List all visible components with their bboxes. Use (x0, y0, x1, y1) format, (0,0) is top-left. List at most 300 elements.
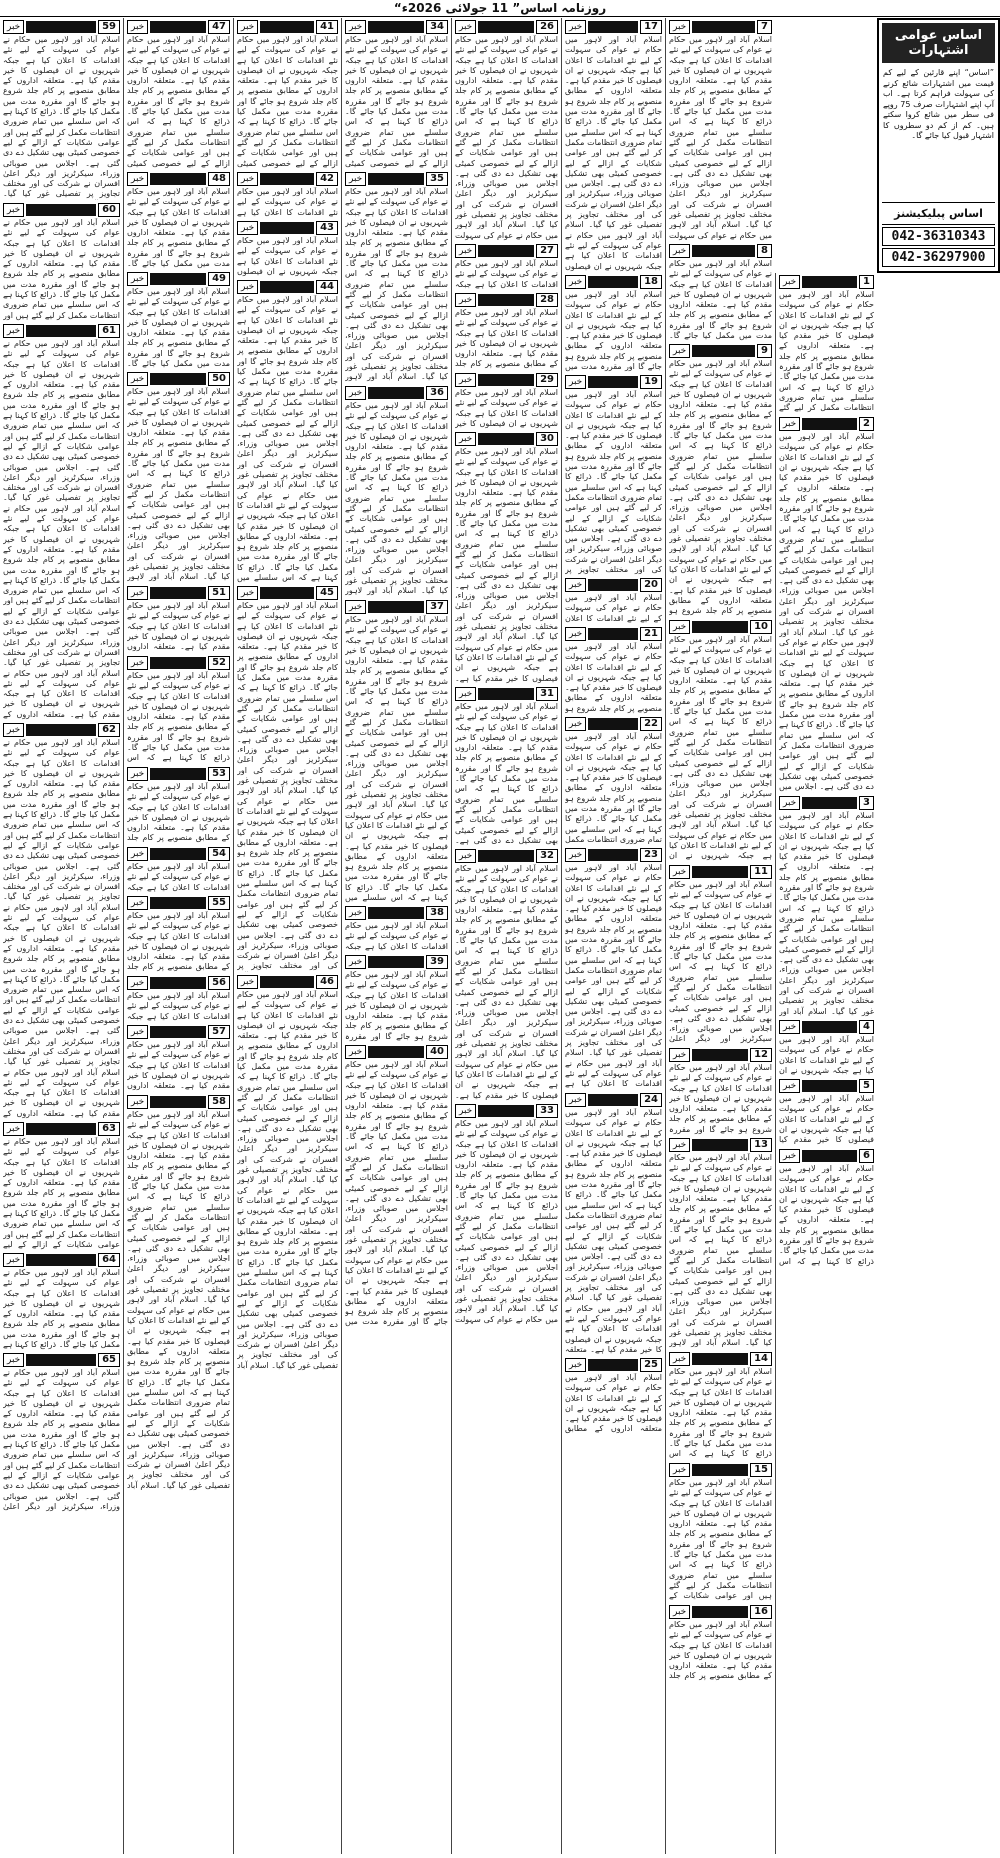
ad-header (345, 1045, 448, 1059)
ad-number: 20 (640, 578, 662, 592)
ad-header-bar (368, 173, 424, 185)
ad-header (237, 586, 338, 600)
ad-body-text: اسلام آباد اور لاہور میں حکام نے عوام کی سہولت کے لیے نئے اقدامات کا اعلان کیا ہے جبکہ شہریوں نے ان فیصلوں کا خیر مقدم کیا ہے۔ متعلقہ اداروں کے مطابق منصوبے پر کام جلد شروع ہو جائے گا اور مقررہ مدت میں مکمل کیا جائے گا۔ ذرائع کا کہنا ہے کہ اس سلسلے میں تمام ضروری انتظامات مکمل کر لیے گئے ہیں اور عوامی شکایات کے ازالے کے لیے خصوصی کمیٹی بھی تشکیل دے دی گئی ہے۔ اجلاس میں صوبائی وزراء، سیکرٹریز اور دیگر اعلیٰ افسران نے شرکت کی اور مختلف تجاویز پر تفصیلی غور کیا گیا۔ اسلام آباد اور لاہور میں حکام نے عوام کی سہولت کے لیے نئے اقدامات کا اعلان کیا ہے جبکہ شہریوں نے ان فیصلوں کا خیر مقدم کیا ہے۔ متعلقہ اداروں کے مطابق منصوبے پر کام جلد شروع ہو جائے گا اور مقررہ مدت میں مکمل کیا جائے گا۔ ذرائع کا کہنا ہے کہ اس سلسلے میں تمام ضروری انتظامات مکمل کر لیے گئے ہیں اور عوامی شکایات کے ازالے کے لیے خصوصی کمیٹی بھی تشکیل دے دی گئی ہے۔ اجلاس میں (779, 432, 874, 792)
classified-ad (669, 344, 772, 617)
ad-header (345, 600, 448, 614)
ad-body-text: اسلام آباد اور لاہور میں حکام نے عوام کی سہولت کے لیے نئے اقدامات کا اعلان کیا ہے جبکہ شہریوں نے ان فیصلوں کا خیر مقدم کیا ہے۔ متعلقہ اداروں کے مطابق منصوبے پر کام جلد (127, 911, 230, 972)
ad-header (3, 1122, 120, 1136)
ad-label: خبر (565, 375, 586, 389)
classified-ad (565, 20, 662, 272)
ad-number: 44 (316, 280, 338, 294)
ad-label: خبر (127, 656, 148, 670)
ad-number: 11 (750, 865, 772, 879)
classified-ad (237, 221, 338, 277)
ad-body-text: اسلام آباد اور لاہور میں حکام نے عوام کی سہولت کے لیے نئے اقدامات کا اعلان کیا ہے جبکہ شہریوں نے ان فیصلوں کا خیر مقدم کیا ہے۔ متعلقہ اداروں کے مطابق منصوبے پر کام جلد شروع ہو جائے گا اور مقررہ مدت میں مکمل کیا جائے گا۔ ذرائع کا کہنا ہے کہ اس سلسلے میں تمام ضروری انتظامات مکمل کر لیے گئے ہیں اور عوامی شکایات کے ازالے کے لیے خصوصی کمیٹی (237, 35, 338, 168)
classified-ad (779, 275, 874, 414)
ad-number: 27 (536, 244, 558, 258)
classified-ad (127, 586, 230, 653)
ad-body-text: اسلام آباد اور لاہور میں حکام نے عوام کی سہولت کے لیے نئے اقدامات کا اعلان کیا ہے جبکہ شہریوں نے ان فیصلوں کا خیر مقدم کیا ہے۔ متعلقہ اداروں کے مطابق منصوبے پر کام جلد شروع ہو جائے گا اور مقررہ مدت میں مکمل کیا جائے گا۔ ذرائع کا کہنا ہے کہ اس سلسلے میں تمام ضروری انتظامات مکمل کر لیے گئے ہیں اور عوامی شکایات کے ازالے کے لیے خصوصی کمیٹی بھی تشکیل دے دی گئی ہے۔ اجلاس میں صوبائی وزراء، سیکرٹریز اور دیگر اعلیٰ افسران نے شرکت کی اور مختلف تجاویز پر تفصیلی غور کیا گیا۔ اسلام آباد اور لاہور میں حکام نے عوام کی سہولت کے لیے نئے اقدامات کا اعلان کیا ہے جبکہ شہریوں نے ان فیصلوں کا خیر مقدم کیا ہے۔ متعلقہ اداروں کے مطابق منصوبے پر کام جلد شروع ہو جائے گا اور مقررہ مدت میں مکمل کیا جائے گا۔ ذرائع کا کہنا ہے کہ اس سلسلے میں تمام ضروری انتظامات مکمل کر لیے گئے ہیں اور عوامی شکایات کے ازالے کے لیے خصوصی کمیٹی بھی تشکیل دے دی گئی ہے۔ اجلاس میں صوبائی وزراء، سیکرٹریز اور دیگر اعلیٰ افسران نے شرکت کی اور مختلف تجاویز پر تفصیلی غور کیا گیا۔ اسلام آباد اور لاہور میں حکام نے عوام کی سہولت کے لیے نئے اقدامات کا اعلان کیا ہے جبکہ شہریوں نے ان فیصلوں کا خیر مقدم کیا ہے۔ متعلقہ اداروں کے (3, 339, 120, 719)
ad-header (237, 975, 338, 989)
classified-promo-box (877, 18, 1000, 273)
ad-header (127, 372, 230, 386)
ad-number: 29 (536, 373, 558, 387)
ad-header-bar (260, 587, 314, 599)
ad-body-text: اسلام آباد اور لاہور میں حکام نے عوام کی سہولت کے لیے نئے اقدامات کا اعلان کیا ہے جبکہ شہریوں نے ان فیصلوں کا خیر مقدم کیا ہے۔ متعلقہ اداروں کے مطابق منصوبے پر کام جلد شروع ہو جائے گا اور مقررہ (669, 1063, 772, 1134)
ad-header-bar (26, 325, 96, 337)
ad-header (565, 717, 662, 731)
ad-number: 65 (98, 1353, 120, 1367)
ad-label: خبر (3, 1253, 24, 1267)
classified-ad (455, 244, 558, 290)
ad-label: خبر (669, 20, 690, 34)
ad-body-text: اسلام آباد اور لاہور میں حکام نے عوام کی سہولت کے لیے نئے اقدامات کا اعلان کیا ہے جبکہ شہریوں نے ان فیصلوں کا خیر مقدم کیا ہے۔ متعلقہ اداروں کے مطابق منصوبے پر کام جلد شروع ہو جائے گا اور مقررہ مدت میں مکمل کیا جائے گا۔ ذرائع کا کہنا ہے کہ اس سلسلے میں تمام ضروری انتظامات مکمل کر لیے گئے ہیں اور عوامی شکایات کے ازالے کے لیے خصوصی کمیٹی بھی تشکیل دے دی گئی ہے۔ اجلاس میں صوبائی وزراء، سیکرٹریز اور دیگر اعلیٰ افسران نے شرکت کی اور مختلف تجاویز پر تفصیلی غور کیا گیا۔ اسلام آباد اور لاہور میں حکام نے عوام کی سہولت (669, 35, 772, 240)
ad-number: 14 (750, 1352, 772, 1366)
ad-body-text: اسلام آباد اور لاہور میں حکام نے عوام کی سہولت کے لیے نئے اقدامات کا اعلان کیا ہے (237, 187, 338, 217)
ad-label: خبر (127, 586, 148, 600)
ad-body-text: اسلام آباد اور لاہور میں حکام نے عوام کی سہولت کے لیے نئے اقدامات کا اعلان کیا ہے جبکہ شہریوں نے ان فیصلوں کا خیر مقدم کیا ہے۔ متعلقہ اداروں کے مطابق منصوبے پر کام جلد شروع ہو جائے گا اور مقررہ مدت میں مکمل کیا جائے گا۔ ذرائع کا کہنا ہے کہ اس سلسلے میں تمام ضروری انتظامات مکمل کر لیے گئے ہیں اور عوامی شکایات کے ازالے کے لیے خصوصی کمیٹی بھی تشکیل دے دی گئی ہے۔ اجلاس میں صوبائی وزراء، سیکرٹریز اور دیگر اعلیٰ افسران نے شرکت کی اور مختلف تجاویز پر تفصیلی غور کیا گیا۔ اسلام آباد اور لاہور میں حکام نے عوام کی سہولت کے لیے نئے اقدامات کا اعلان کیا ہے جبکہ شہریوں نے ان فیصلوں کا خیر مقدم کیا ہے۔ متعلقہ اداروں کے مطابق منصوبے پر کام جلد شروع ہو جائے گا اور مقررہ مدت میں مکمل کیا جائے گا۔ ذرائع کا کہنا ہے کہ اس سلسلے میں تمام ضروری انتظامات مکمل کر لیے گئے ہیں اور عوامی شکایات کے ازالے کے لیے خصوصی کمیٹی بھی تشکیل دے دی گئی ہے۔ اجلاس میں صوبائی وزراء، سیکرٹریز اور دیگر اعلیٰ افسران نے شرکت کی اور مختلف تجاویز پر تفصیلی غور کیا گیا۔ اسلام آباد (237, 990, 338, 1370)
ad-header (779, 796, 874, 810)
ad-header (455, 373, 558, 387)
classified-ad (565, 275, 662, 372)
ad-label: خبر (565, 1093, 586, 1107)
ad-header (779, 1079, 874, 1093)
promo-text: ”اساس“ اپنے قارئین کے لیے کم قیمت میں اشتہارات شائع کرنے کی سہولت فراہم کرتا ہے۔ اب آپ اپنے اشتہارات صرف 75 روپے فی سطر میں شائع کروا سکتے ہیں۔ کم از کم دو سطروں کا اشتہار قبول کیا جائے گا۔ (883, 68, 994, 140)
ad-label: خبر (455, 432, 476, 446)
classified-ad (455, 849, 558, 1101)
classified-ad (345, 172, 448, 383)
ad-number: 30 (536, 432, 558, 446)
ad-header (779, 417, 874, 431)
ad-label: خبر (455, 849, 476, 863)
ad-number: 26 (536, 20, 558, 34)
classified-ad (127, 1025, 230, 1092)
ad-number: 60 (98, 203, 120, 217)
ad-header-bar (802, 276, 857, 288)
promo-title: اساس عوامی اشتہارات (882, 23, 995, 63)
ad-header-bar (368, 601, 424, 613)
ad-label: خبر (127, 767, 148, 781)
ad-header-bar (260, 222, 314, 234)
ad-body-text: اسلام آباد اور لاہور میں حکام نے عوام کی سہولت کے لیے نئے اقدامات کا اعلان کیا ہے جبکہ شہریوں نے ان فیصلوں کا خیر مقدم کیا ہے۔ متعلقہ اداروں کے مطابق منصوبے پر کام جلد شروع ہو جائے گا اور مقررہ مدت میں مکمل کیا جائے گا۔ ذرائع کا کہنا ہے کہ اس سلسلے میں تمام ضروری انتظامات مکمل کر لیے گئے ہیں اور عوامی شکایات کے ازالے کے لیے خصوصی کمیٹی بھی تشکیل دے دی گئی ہے۔ اجلاس میں صوبائی وزراء، سیکرٹریز اور دیگر اعلیٰ افسران نے شرکت کی اور مختلف تجاویز پر تفصیلی غور کیا گیا۔ اسلام آباد اور لاہور میں حکام نے عوام کی سہولت (455, 1119, 558, 1324)
ad-header-bar (150, 848, 206, 860)
classified-ad (3, 1253, 120, 1350)
ad-header-bar (692, 21, 755, 33)
ad-label: خبر (3, 203, 24, 217)
classified-ad (669, 1138, 772, 1349)
ad-body-text: اسلام آباد اور لاہور میں حکام نے عوام کی سہولت کے لیے نئے اقدامات کا اعلان کیا ہے جبکہ شہریوں نے ان (779, 1035, 874, 1075)
ad-header-bar (150, 977, 206, 989)
ad-body-text: اسلام آباد اور لاہور میں حکام نے عوام کی سہولت کے لیے نئے اقدامات کا اعلان کیا ہے جبکہ شہریوں نے ان فیصلوں کا خیر مقدم کیا ہے۔ متعلقہ اداروں کے مطابق منصوبے پر کام جلد شروع ہو جائے گا اور مقررہ مدت میں مکمل کیا جائے گا۔ ذرائع کا کہنا ہے کہ اس سلسلے میں تمام ضروری انتظامات مکمل کر لیے گئے ہیں اور عوامی شکایات کے ازالے کے لیے خصوصی کمیٹی بھی تشکیل دے دی گئی ہے۔ اجلاس میں صوبائی وزراء، سیکرٹریز اور دیگر اعلیٰ افسران نے شرکت کی اور مختلف تجاویز پر تفصیلی غور کیا گیا۔ اسلام آباد اور لاہور (345, 187, 448, 382)
ad-header-bar (260, 281, 314, 293)
ad-header (345, 955, 448, 969)
ad-header (237, 221, 338, 235)
ad-label: خبر (345, 600, 366, 614)
classified-ad (779, 796, 874, 1017)
classified-ad (3, 203, 120, 321)
ad-body-text: اسلام آباد اور لاہور میں حکام نے عوام کی سہولت کے لیے نئے اقدامات کا اعلان کیا ہے جبکہ شہریوں نے ان فیصلوں کا خیر مقدم کیا ہے۔ متعلقہ اداروں کے مطابق منصوبے پر کام جلد شروع ہو جائے گا اور مقررہ مدت میں مکمل کیا جائے گا۔ ذرائع کا کہنا ہے کہ اس سلسلے میں تمام ضروری انتظامات مکمل کر لیے گئے ہیں اور عوامی شکایات کے ازالے کے لیے خصوصی کمیٹی بھی تشکیل دے دی گئی ہے۔ اجلاس میں صوبائی وزراء، سیکرٹریز اور دیگر اعلیٰ افسران نے شرکت کی اور مختلف تجاویز پر تفصیلی غور کیا گیا۔ اسلام آباد اور لاہور (669, 1153, 772, 1348)
ad-number: 25 (640, 1358, 662, 1372)
ad-body-text: اسلام آباد اور لاہور میں حکام نے عوام کی سہولت کے لیے نئے اقدامات کا اعلان کیا ہے جبکہ شہریوں نے ان فیصلوں کا خیر مقدم کیا ہے۔ متعلقہ اداروں کے مطابق منصوبے پر کام جلد شروع ہو جائے گا اور مقررہ مدت میں مکمل کیا جائے گا۔ ذرائع کا کہنا ہے کہ اس سلسلے میں تمام ضروری انتظامات مکمل کر لیے گئے ہیں اور عوامی شکایات کے ازالے کے لیے خصوصی کمیٹی (127, 35, 230, 168)
ad-body-text: اسلام آباد اور لاہور میں حکام نے عوام کی سہولت کے لیے نئے اقدامات کا اعلان کیا ہے جبکہ شہریوں نے ان فیصلوں کا خیر مقدم کیا ہے۔ متعلقہ اداروں کے مطابق منصوبے پر کام جلد شروع ہو جائے گا اور مقررہ مدت میں مکمل کیا جائے گا۔ ذرائع کا کہنا ہے کہ اس سلسلے میں تمام ضروری انتظامات مکمل کر لیے گئے ہیں اور عوامی شکایات کے ازالے کے لیے خصوصی کمیٹی بھی تشکیل دے دی گئی ہے۔ اجلاس میں صوبائی وزراء، سیکرٹریز اور دیگر اعلیٰ افسران نے شرکت کی اور مختلف تجاویز پر تفصیلی غور کیا گیا۔ اسلام آباد اور لاہور (345, 401, 448, 596)
ad-header-bar (26, 1254, 96, 1266)
ad-body-text: اسلام آباد اور لاہور میں حکام نے عوام کی سہولت کے لیے نئے اقدامات کا اعلان کیا ہے جبکہ شہریوں نے ان فیصلوں کا خیر مقدم کیا ہے۔ متعلقہ اداروں کے مطابق منصوبے پر کام جلد شروع ہو جائے گا اور مقررہ مدت میں مکمل کیا جائے گا۔ ذرائع کا کہنا ہے کہ اس سلسلے میں تمام ضروری انتظامات مکمل کر لیے گئے ہیں اور عوامی شکایات کے ازالے کے لیے خصوصی کمیٹی بھی تشکیل دے دی گئی ہے۔ اجلاس میں صوبائی وزراء، سیکرٹریز اور دیگر اعلیٰ افسران نے شرکت کی اور مختلف تجاویز پر تفصیلی غور کیا گیا۔ اسلام آباد اور لاہور میں حکام نے عوام کی سہولت کے لیے نئے اقدامات کا اعلان کیا ہے جبکہ شہریوں نے ان فیصلوں کا خیر مقدم کیا ہے۔ متعلقہ اداروں کے مطابق منصوبے پر کام جلد شروع ہو جائے گا اور مقررہ مدت میں مکمل کیا جائے گا۔ ذرائع کا کہنا ہے کہ اس سلسلے میں تمام ضروری انتظامات مکمل کر لیے گئے ہیں اور عوامی شکایات کے ازالے کے لیے خصوصی کمیٹی بھی تشکیل دے دی گئی ہے۔ اجلاس میں صوبائی وزراء، سیکرٹریز اور دیگر اعلیٰ افسران نے شرکت کی اور مختلف تجاویز پر تفصیلی غور کیا گیا۔ اسلام آباد اور لاہور میں حکام نے عوام کی سہولت کے لیے نئے اقدامات کا اعلان کیا ہے جبکہ شہریوں نے ان فیصلوں کا خیر مقدم کیا ہے۔ متعلقہ اداروں کے (3, 738, 120, 1118)
classified-ad (345, 906, 448, 952)
ad-body-text: اسلام آباد اور لاہور میں حکام نے عوام کی سہولت کے لیے نئے اقدامات کا اعلان کیا ہے جبکہ شہریوں نے ان فیصلوں کا خیر مقدم کیا ہے۔ متعلقہ اداروں کے مطابق منصوبے پر کام جلد شروع ہو جائے گا اور مقررہ مدت میں مکمل کیا جائے گا۔ ذرائع کا کہنا ہے کہ اس سلسلے میں تمام ضروری انتظامات مکمل کر لیے گئے ہیں اور عوامی شکایات کے ازالے کے لیے خصوصی کمیٹی بھی تشکیل دے دی گئی ہے۔ اجلاس میں صوبائی وزراء، سیکرٹریز اور دیگر اعلیٰ افسران نے شرکت کی اور مختلف تجاویز پر تفصیلی غور کیا گیا۔ اسلام آباد اور (779, 811, 874, 1016)
ad-number: 22 (640, 717, 662, 731)
ad-header-bar (150, 587, 206, 599)
ad-label: خبر (565, 20, 586, 34)
ad-label: خبر (237, 172, 258, 186)
ad-number: 21 (640, 627, 662, 641)
ad-header (455, 849, 558, 863)
ad-number: 17 (640, 20, 662, 34)
ad-number: 62 (98, 723, 120, 737)
ad-body-text: اسلام آباد اور لاہور میں حکام نے عوام کی سہولت کے لیے نئے اقدامات کا اعلان کیا ہے جبکہ شہریوں نے ان فیصلوں کا خیر مقدم کیا ہے۔ متعلقہ اداروں کے مطابق منصوبے پر کام جلد شروع ہو جائے گا اور مقررہ مدت میں مکمل کیا جائے گا۔ ذرائع کا کہنا ہے کہ اس سلسلے میں تمام ضروری انتظامات مکمل کر لیے گئے ہیں اور عوامی شکایات کے ازالے کے لیے خصوصی کمیٹی بھی تشکیل دے دی گئی ہے۔ اجلاس میں صوبائی وزراء، سیکرٹریز اور دیگر اعلیٰ افسران نے شرکت کی اور مختلف تجاویز پر (565, 390, 662, 575)
ad-number: 23 (640, 848, 662, 862)
ad-header-bar (150, 897, 206, 909)
ad-body-text: اسلام آباد اور لاہور میں حکام نے عوام کی سہولت کے لیے نئے اقدامات کا اعلان کیا ہے جبکہ (455, 259, 558, 289)
ad-header-bar (150, 1026, 206, 1038)
ad-header (669, 1605, 772, 1619)
classified-ad (127, 976, 230, 1022)
ad-label: خبر (345, 20, 366, 34)
ad-label: خبر (455, 293, 476, 307)
classified-ad (3, 20, 120, 200)
ad-header (455, 432, 558, 446)
ad-number: 13 (750, 1138, 772, 1152)
ad-number: 12 (750, 1048, 772, 1062)
ad-label: خبر (669, 620, 690, 634)
classified-ad (455, 20, 558, 241)
ad-header-bar (478, 294, 534, 306)
ad-header (3, 203, 120, 217)
ad-header (565, 275, 662, 289)
classified-ad (669, 620, 772, 862)
ad-label: خبر (127, 272, 148, 286)
classified-ad (565, 627, 662, 714)
ad-number: 28 (536, 293, 558, 307)
ad-header (127, 976, 230, 990)
ad-body-text: اسلام آباد اور لاہور میں حکام نے عوام کی سہولت کے لیے نئے اقدامات کا اعلان کیا ہے جبکہ شہریوں نے ان فیصلوں (237, 236, 338, 276)
ad-number: 48 (208, 172, 230, 186)
column-c6 (561, 18, 665, 1854)
classified-ad (565, 375, 662, 575)
classified-ad (669, 1463, 772, 1602)
ad-label: خبر (127, 847, 148, 861)
ad-header-bar (260, 21, 314, 33)
promo-brand: اساس پبلیکیشنز (882, 202, 995, 225)
ad-label: خبر (3, 1122, 24, 1136)
ad-header-bar (802, 1150, 857, 1162)
ad-header (237, 20, 338, 34)
ad-label: خبر (345, 955, 366, 969)
ad-label: خبر (779, 417, 800, 431)
ad-header (669, 344, 772, 358)
ad-number: 45 (316, 586, 338, 600)
ad-body-text: اسلام آباد اور لاہور میں حکام نے عوام کی سہولت کے لیے نئے اقدامات کا اعلان کیا ہے جبکہ شہریوں نے ان فیصلوں کا خیر مقدم کیا ہے۔ متعلقہ اداروں کے مطابق منصوبے پر کام جلد شروع ہو جائے گا اور مقررہ (345, 970, 448, 1041)
ad-number: 6 (859, 1149, 874, 1163)
classified-ad (779, 417, 874, 793)
ad-header-bar (588, 376, 638, 388)
classified-ad (345, 20, 448, 169)
ad-header-bar (150, 21, 206, 33)
ad-label: خبر (455, 20, 476, 34)
ad-header (779, 1020, 874, 1034)
ad-label: خبر (779, 796, 800, 810)
ad-header-bar (368, 956, 424, 968)
ad-header (345, 906, 448, 920)
classified-ad (345, 1045, 448, 1328)
ad-body-text: اسلام آباد اور لاہور میں حکام نے عوام کی سہولت کے لیے نئے اقدامات کا اعلان کیا ہے جبکہ شہریوں نے ان فیصلوں کا خیر مقدم کیا ہے۔ متعلقہ اداروں کے مطابق منصوبے پر کام جلد (127, 782, 230, 843)
ad-body-text: اسلام آباد اور لاہور میں حکام نے عوام کی سہولت کے لیے نئے اقدامات کا اعلان کیا ہے جبکہ شہریوں نے ان فیصلوں کا خیر مقدم کیا ہے۔ متعلقہ اداروں کے مطابق منصوبے پر کام جلد شروع ہو جائے گا اور مقررہ مدت میں مکمل کیا جائے گا۔ ذرائع کا کہنا ہے کہ اس سلسلے میں تمام ضروری انتظامات مکمل کر لیے گئے ہیں اور عوامی شکایات کے ازالے کے لیے خصوصی کمیٹی بھی تشکیل دے دی گئی ہے۔ اجلاس میں صوبائی وزراء، سیکرٹریز اور دیگر اعلیٰ افسران نے شرکت کی اور مختلف تجاویز پر تفصیلی غور کیا گیا۔ اسلام آباد اور لاہور میں حکام نے عوام کی سہولت کے لیے نئے اقدامات کا اعلان کیا ہے جبکہ شہریوں نے ان فیصلوں کا خیر مقدم کیا ہے۔ متعلقہ (565, 1108, 662, 1354)
ad-body-text: اسلام آباد اور لاہور میں حکام نے عوام کی سہولت کے لیے نئے اقدامات کا اعلان کیا ہے جبکہ شہریوں نے ان فیصلوں کا خیر مقدم کیا ہے۔ متعلقہ اداروں کے مطابق منصوبے پر کام جلد شروع ہو جائے گا اور مقررہ مدت میں مکمل کیا جائے گا۔ ذرائع کا کہنا ہے کہ اس سلسلے میں تمام ضروری انتظامات مکمل کر لیے گئے (779, 290, 874, 413)
ad-header (669, 1463, 772, 1477)
classified-ad (127, 372, 230, 583)
column-c1 (0, 18, 123, 1854)
ad-body-text: اسلام آباد اور لاہور میں حکام نے عوام کی سہولت کے لیے نئے اقدامات کا اعلان کیا ہے جبکہ شہریوں نے ان فیصلوں کا خیر مقدم کیا ہے۔ متعلقہ اداروں کے مطابق منصوبے پر کام جلد شروع ہو جائے گا اور مقررہ مدت میں مکمل کیا جائے گا۔ ذرائع کا کہنا ہے کہ اس سلسلے میں تمام ضروری انتظامات مکمل کر لیے گئے ہیں اور عوامی شکایات کے ازالے کے لیے خصوصی کمیٹی بھی تشکیل دے دی گئی ہے۔ اجلاس میں صوبائی وزراء، سیکرٹریز اور دیگر اعلیٰ افسران نے شرکت کی اور مختلف تجاویز پر تفصیلی غور کیا گیا۔ اسلام آباد اور لاہور (127, 387, 230, 582)
classified-ad (3, 1353, 120, 1512)
ad-header (127, 767, 230, 781)
ad-label: خبر (669, 1048, 690, 1062)
classified-ad (455, 373, 558, 429)
ad-body-text: اسلام آباد اور لاہور میں حکام نے عوام کی سہولت کے لیے نئے اقدامات کا اعلان کیا ہے جبکہ شہریوں نے ان فیصلوں کا خیر مقدم کیا ہے۔ متعلقہ اداروں کے مطابق منصوبے پر کام جلد شروع ہو جائے گا اور مقررہ مدت میں مکمل کیا جائے گا۔ ذرائع کا کہنا ہے کہ اس سلسلے میں تمام ضروری انتظامات مکمل (565, 732, 662, 844)
promo-phone-1: 042-36310343 (882, 227, 995, 246)
ad-number: 19 (640, 375, 662, 389)
ad-body-text: اسلام آباد اور لاہور میں حکام نے عوام کی سہولت کے لیے نئے اقدامات کا اعلان کیا ہے جبکہ شہریوں نے ان فیصلوں کا خیر مقدم کیا ہے۔ متعلقہ اداروں کے مطابق منصوبے پر کام جلد شروع ہو جائے گا اور مقررہ مدت میں مکمل کیا جائے گا۔ ذرائع کا کہنا ہے کہ اس سلسلے میں تمام ضروری انتظامات مکمل کر لیے گئے ہیں اور عوامی شکایات کے ازالے کے لیے خصوصی کمیٹی بھی تشکیل دے دی گئی ہے۔ اجلاس میں صوبائی وزراء، سیکرٹریز اور دیگر اعلیٰ افسران نے شرکت کی اور مختلف تجاویز پر تفصیلی غور کیا گیا۔ اسلام آباد اور لاہور میں حکام نے عوام کی سہولت کے لیے نئے اقدامات کا اعلان کیا ہے جبکہ شہریوں نے ان فیصلوں کا خیر مقدم کیا ہے۔ (455, 447, 558, 683)
ad-label: خبر (565, 848, 586, 862)
ad-header-bar (588, 718, 638, 730)
ad-header (3, 723, 120, 737)
ad-number: 31 (536, 687, 558, 701)
ad-header-bar (588, 276, 638, 288)
classified-ad (779, 1149, 874, 1267)
ad-header-bar (588, 628, 638, 640)
ad-body-text: اسلام آباد اور لاہور میں حکام نے عوام کی سہولت کے لیے نئے اقدامات کا اعلان کیا ہے جبکہ شہریوں نے ان فیصلوں کا خیر مقدم کیا ہے۔ متعلقہ اداروں کے مطابق منصوبے پر کام جلد شروع ہو جائے گا اور مقررہ مدت میں مکمل کیا جائے گا۔ (127, 187, 230, 269)
ad-body-text: اسلام آباد اور لاہور میں حکام نے عوام کی سہولت کے لیے نئے اقدامات کا اعلان کیا ہے جبکہ شہریوں نے ان فیصلوں کا خیر مقدم کیا ہے۔ متعلقہ اداروں کے مطابق منصوبے پر کام جلد شروع ہو جائے گا اور مقررہ مدت میں مکمل کیا جائے گا۔ ذرائع کا کہنا ہے کہ اس سلسلے میں تمام ضروری انتظامات مکمل کر لیے گئے ہیں اور عوامی شکایات کے ازالے کے لیے خصوصی کمیٹی بھی تشکیل دے دی گئی ہے۔ اجلاس میں صوبائی وزراء، سیکرٹریز اور دیگر اعلیٰ افسران نے شرکت کی اور مختلف تجاویز پر تفصیلی غور کیا گیا۔ اسلام آباد اور لاہور میں حکام نے عوام کی سہولت کے لیے نئے اقدامات کا اعلان کیا ہے جبکہ شہریوں نے ان فیصلوں کا خیر مقدم کیا ہے۔ (455, 864, 558, 1100)
ad-label: خبر (669, 1463, 690, 1477)
ad-label: خبر (669, 244, 690, 258)
column-c2 (123, 18, 233, 1854)
ad-label: خبر (455, 244, 476, 258)
ad-header-bar (26, 21, 96, 33)
ad-body-text: اسلام آباد اور لاہور میں حکام نے عوام کی سہولت کے لیے نئے اقدامات کا اعلان کیا ہے جبکہ شہریوں نے ان فیصلوں کا خیر مقدم کیا ہے۔ متعلقہ اداروں کے مطابق منصوبے پر کام جلد شروع ہو جائے گا اور مقررہ مدت میں مکمل کیا جائے گا۔ ذرائع کا کہنا ہے کہ اس سلسلے میں تمام ضروری انتظامات مکمل کر لیے گئے ہیں اور عوامی شکایات کے ازالے کے لیے خصوصی کمیٹی (345, 35, 448, 168)
ad-body-text: اسلام آباد اور لاہور میں حکام نے عوام کی سہولت کے لیے نئے اقدامات کا اعلان کیا ہے جبکہ (127, 862, 230, 892)
ad-body-text: اسلام آباد اور لاہور میں حکام نے عوام کی سہولت کے لیے نئے اقدامات کا اعلان کیا ہے جبکہ شہریوں نے ان فیصلوں کا خیر مقدم کیا ہے۔ متعلقہ اداروں کے مطابق منصوبے پر کام جلد شروع ہو جائے گا اور مقررہ مدت میں مکمل کیا جائے گا۔ ذرائع کا کہنا ہے (3, 1268, 120, 1350)
ad-number: 10 (750, 620, 772, 634)
ad-header-bar (692, 245, 755, 257)
ad-body-text: اسلام آباد اور لاہور میں حکام نے عوام کی سہولت کے لیے نئے اقدامات کا اعلان کیا ہے جبکہ شہریوں نے ان فیصلوں کا خیر مقدم کیا ہے۔ متعلقہ اداروں (127, 1040, 230, 1091)
ad-header-bar (692, 621, 748, 633)
ad-label: خبر (345, 906, 366, 920)
ad-header-bar (150, 373, 206, 385)
ad-label: خبر (779, 1020, 800, 1034)
ad-label: خبر (455, 687, 476, 701)
classified-ad (455, 687, 558, 846)
ad-header (3, 324, 120, 338)
ad-label: خبر (779, 1149, 800, 1163)
ad-label: خبر (345, 1045, 366, 1059)
classified-ad (669, 20, 772, 241)
ad-body-text: اسلام آباد اور لاہور میں حکام نے عوام کی سہولت کے لیے نئے اقدامات کا اعلان کیا ہے جبکہ شہریوں نے ان فیصلوں کا خیر مقدم کیا ہے۔ متعلقہ اداروں کے مطابق منصوبے پر کام جلد (669, 1620, 772, 1681)
classified-ad (565, 1358, 662, 1435)
classified-ad (345, 600, 448, 903)
ad-header (127, 1095, 230, 1109)
ad-label: خبر (3, 324, 24, 338)
ad-body-text: اسلام آباد اور لاہور میں حکام نے عوام کی سہولت کے لیے نئے اقدامات کا اعلان کیا ہے جبکہ شہریوں نے ان فیصلوں کا خیر مقدم کیا ہے۔ متعلقہ اداروں کے مطابق منصوبے پر کام جلد شروع ہو جائے گا اور مقررہ مدت میں مکمل کیا جائے گا۔ ذرائع کا کہنا ہے کہ اس سلسلے میں تمام ضروری انتظامات مکمل کر لیے گئے ہیں اور عوامی شکایات کے (669, 1478, 772, 1601)
ad-label: خبر (779, 275, 800, 289)
classified-ad (3, 723, 120, 1119)
ad-header (455, 1104, 558, 1118)
ad-number: 57 (208, 1025, 230, 1039)
ad-header-bar (802, 797, 857, 809)
ad-label: خبر (237, 20, 258, 34)
ad-label: خبر (669, 1138, 690, 1152)
ad-header-bar (260, 173, 314, 185)
column-c3 (233, 18, 341, 1854)
ad-number: 56 (208, 976, 230, 990)
classified-ad (455, 293, 558, 370)
ad-number: 2 (859, 417, 874, 431)
ad-label: خبر (779, 1079, 800, 1093)
ad-number: 59 (98, 20, 120, 34)
ad-header-bar (478, 850, 534, 862)
ad-number: 33 (536, 1104, 558, 1118)
classified-ad (237, 586, 338, 972)
ad-body-text: اسلام آباد اور لاہور میں حکام نے عوام کی سہولت کے لیے نئے اقدامات کا اعلان کیا ہے جبکہ شہریوں نے ان فیصلوں کا خیر مقدم کیا ہے۔ متعلقہ اداروں کے مطابق منصوبے پر کام جلد (455, 308, 558, 369)
classified-ad (127, 656, 230, 764)
ad-body-text: اسلام آباد اور لاہور میں حکام نے عوام کی سہولت کے لیے نئے اقدامات کا اعلان کیا ہے جبکہ شہریوں نے ان فیصلوں کا خیر مقدم کیا ہے۔ متعلقہ اداروں کے مطابق منصوبے پر کام جلد شروع ہو جائے گا اور مقررہ مدت میں مکمل کیا جائے گا۔ (127, 287, 230, 369)
ad-header-bar (588, 579, 638, 591)
ad-header-bar (368, 1046, 424, 1058)
ad-header-bar (802, 418, 857, 430)
ad-number: 50 (208, 372, 230, 386)
ad-header (127, 896, 230, 910)
ad-label: خبر (345, 172, 366, 186)
ad-body-text: اسلام آباد اور لاہور میں حکام نے عوام کی سہولت کے لیے نئے اقدامات کا اعلان کیا ہے جبکہ شہریوں نے ان فیصلوں کا خیر مقدم کیا ہے۔ متعلقہ اداروں کے مطابق منصوبے پر کام جلد شروع ہو جائے گا اور مقررہ مدت میں مکمل کیا جائے گا۔ ذرائع کا کہنا ہے کہ اس سلسلے میں تمام ضروری انتظامات مکمل کر لیے گئے ہیں اور عوامی شکایات کے ازالے کے لیے خصوصی کمیٹی بھی تشکیل دے دی گئی ہے۔ اجلاس میں صوبائی وزراء، سیکرٹریز اور دیگر اعلیٰ افسران نے شرکت کی اور مختلف تجاویز پر تفصیلی غور کیا گیا۔ اسلام آباد اور لاہور میں حکام نے عوام کی سہولت کے لیے نئے اقدامات کا اعلان کیا ہے جبکہ شہریوں نے ان فیصلوں کا خیر مقدم کیا ہے۔ متعلقہ اداروں کے مطابق منصوبے پر کام جلد شروع ہو جائے گا اور مقررہ مدت میں مکمل کیا جائے گا۔ ذرائع کا کہنا ہے کہ اس سلسلے میں (237, 295, 338, 583)
ad-label: خبر (669, 1605, 690, 1619)
ad-header-bar (26, 1354, 96, 1366)
ad-body-text: اسلام آباد اور لاہور میں حکام نے عوام کی سہولت کے لیے نئے اقدامات کا اعلان کیا ہے جبکہ شہریوں نے ان فیصلوں کا خیر مقدم کیا ہے۔ متعلقہ اداروں کے مطابق منصوبے پر کام جلد شروع ہو جائے گا اور مقررہ مدت میں مکمل کیا جائے گا۔ ذرائع کا کہنا ہے کہ اس سلسلے میں تمام ضروری انتظامات مکمل کر لیے گئے ہیں اور عوامی شکایات کے ازالے کے لیے خصوصی کمیٹی بھی تشکیل دے دی گئی ہے۔ اجلاس میں صوبائی وزراء، سیکرٹریز اور دیگر اعلیٰ افسران نے شرکت کی اور مختلف تجاویز پر تفصیلی غور کیا گیا۔ اسلام آباد اور لاہور میں حکام نے عوام کی سہولت کے لیے نئے اقدامات کا اعلان کیا ہے جبکہ شہریوں نے ان فیصلوں کا خیر مقدم کیا ہے۔ متعلقہ اداروں کے مطابق منصوبے پر کام جلد شروع ہو (669, 359, 772, 616)
ad-number: 63 (98, 1122, 120, 1136)
ad-number: 18 (640, 275, 662, 289)
ad-body-text: اسلام آباد اور لاہور میں حکام نے عوام کی سہولت کے لیے نئے اقدامات کا اعلان کیا ہے جبکہ شہریوں نے ان فیصلوں کا خیر مقدم کیا ہے۔ متعلقہ اداروں کے مطابق منصوبے پر کام جلد شروع ہو (565, 642, 662, 713)
ad-number: 35 (426, 172, 448, 186)
classified-ad (669, 1605, 772, 1682)
ad-header-bar (802, 1080, 857, 1092)
ad-number: 24 (640, 1093, 662, 1107)
ad-label: خبر (3, 1353, 24, 1367)
classified-ad (3, 324, 120, 720)
ad-label: خبر (455, 373, 476, 387)
ad-header (669, 1138, 772, 1152)
ad-label: خبر (237, 586, 258, 600)
ad-header-bar (588, 1094, 638, 1106)
ad-header-bar (26, 1123, 96, 1135)
ad-label: خبر (127, 372, 148, 386)
classified-ad (127, 847, 230, 893)
classified-ad (127, 1095, 230, 1491)
ad-label: خبر (127, 1025, 148, 1039)
classified-ad (237, 20, 338, 169)
ad-number: 61 (98, 324, 120, 338)
ad-number: 4 (859, 1020, 874, 1034)
ad-body-text: اسلام آباد اور لاہور میں حکام نے عوام کی سہولت کے لیے نئے اقدامات کا اعلان کیا ہے جبکہ شہریوں نے ان فیصلوں کا خیر مقدم کیا ہے۔ متعلقہ اداروں کے مطابق منصوبے پر کام جلد شروع ہو جائے گا اور مقررہ مدت میں مکمل کیا جائے گا۔ ذرائع کا کہنا ہے کہ اس سلسلے میں تمام ضروری انتظامات مکمل کر لیے گئے ہیں اور عوامی شکایات کے ازالے کے لیے خصوصی کمیٹی بھی تشکیل دے دی گئی ہے۔ اجلاس میں صوبائی وزراء، سیکرٹریز اور دیگر اعلیٰ افسران نے شرکت کی اور مختلف تجاویز پر تفصیلی غور کیا گیا۔ اسلام آباد اور لاہور میں حکام نے عوام کی سہولت کے لیے نئے اقدامات کا اعلان کیا ہے جبکہ شہریوں نے ان (669, 635, 772, 861)
classified-ad (455, 1104, 558, 1325)
ad-label: خبر (455, 1104, 476, 1118)
ad-body-text: اسلام آباد اور لاہور میں حکام نے عوام کی سہولت کے لیے نئے اقدامات کا اعلان کیا ہے جبکہ شہریوں نے ان فیصلوں کا خیر مقدم کیا ہے۔ متعلقہ اداروں کے مطابق منصوبے پر کام جلد شروع ہو جائے گا اور مقررہ مدت میں مکمل کیا جائے گا۔ ذرائع کا کہنا ہے کہ اس سلسلے میں تمام ضروری انتظامات مکمل کر لیے گئے ہیں اور عوامی شکایات کے ازالے کے لیے خصوصی کمیٹی بھی تشکیل دے دی گئی ہے۔ اجلاس میں صوبائی وزراء، سیکرٹریز اور دیگر اعلیٰ افسران نے شرکت کی اور مختلف تجاویز پر تفصیلی غور کیا گیا۔ اسلام آباد اور لاہور میں حکام نے عوام کی سہولت کے لیے نئے اقدامات کا اعلان کیا ہے جبکہ شہریوں نے ان فیصلوں کا خیر مقدم کیا ہے۔ متعلقہ اداروں کے مطابق منصوبے پر کام جلد شروع ہو جائے گا اور مقررہ مدت میں (345, 1060, 448, 1327)
ad-number: 37 (426, 600, 448, 614)
ad-header-bar (692, 345, 755, 357)
ad-header-bar (692, 866, 748, 878)
ad-header (3, 1353, 120, 1367)
ad-body-text: اسلام آباد اور لاہور میں حکام نے عوام کی سہولت کے لیے نئے اقدامات کا اعلان کیا ہے جبکہ شہریوں نے ان فیصلوں کا خیر مقدم کیا ہے۔ متعلقہ اداروں کے مطابق منصوبے پر کام جلد شروع ہو جائے گا اور مقررہ مدت میں مکمل کیا جائے گا۔ ذرائع کا کہنا ہے کہ اس (779, 1164, 874, 1266)
ad-body-text: اسلام آباد اور لاہور میں حکام نے عوام کی سہولت کے لیے نئے اقدامات کا اعلان کیا ہے جبکہ شہریوں نے ان فیصلوں کا خیر مقدم کیا ہے۔ متعلقہ اداروں کے مطابق منصوبے پر کام جلد شروع ہو جائے گا اور مقررہ مدت میں مکمل کیا جائے گا۔ ذرائع کا کہنا ہے کہ اس سلسلے میں تمام ضروری انتظامات مکمل کر لیے گئے ہیں اور (3, 218, 120, 320)
ad-number: 42 (316, 172, 338, 186)
classified-ad (237, 172, 338, 218)
ad-number: 52 (208, 656, 230, 670)
ad-label: خبر (565, 275, 586, 289)
ad-header (3, 20, 120, 34)
ad-number: 32 (536, 849, 558, 863)
ad-number: 7 (757, 20, 772, 34)
ad-number: 15 (750, 1463, 772, 1477)
ad-label: خبر (565, 1358, 586, 1372)
ad-header-bar (260, 976, 314, 988)
ad-label: خبر (565, 717, 586, 731)
ad-label: خبر (565, 578, 586, 592)
ad-header (669, 20, 772, 34)
classified-ad (779, 1079, 874, 1146)
ad-header (127, 1025, 230, 1039)
ad-number: 43 (316, 221, 338, 235)
ad-body-text: اسلام آباد اور لاہور میں حکام نے عوام کی سہولت کے لیے نئے اقدامات کا اعلان کیا ہے جبکہ شہریوں نے ان فیصلوں کا خیر مقدم کیا ہے۔ متعلقہ اداروں کے مطابق منصوبے پر کام جلد شروع ہو جائے گا اور مقررہ مدت میں مکمل کیا جائے گا۔ ذرائع کا کہنا ہے کہ اس سلسلے میں تمام ضروری انتظامات مکمل کر لیے گئے ہیں اور عوامی شکایات کے ازالے کے لیے خصوصی کمیٹی بھی تشکیل دے دی گئی ہے۔ اجلاس میں صوبائی وزراء، سیکرٹریز اور دیگر اعلیٰ افسران نے شرکت کی اور مختلف تجاویز پر تفصیلی غور کیا گیا۔ اسلام آباد اور لاہور میں حکام نے عوام کی سہولت (455, 35, 558, 240)
ad-label: خبر (669, 865, 690, 879)
classified-ad (779, 1020, 874, 1076)
ad-label: خبر (127, 1095, 148, 1109)
ad-label: خبر (127, 976, 148, 990)
ad-body-text: اسلام آباد اور لاہور میں حکام نے عوام کی سہولت کے لیے نئے اقدامات کا اعلان کیا ہے جبکہ شہریوں نے ان فیصلوں کا خیر مقدم کیا ہے۔ متعلقہ اداروں کے مطابق منصوبے پر کام جلد شروع ہو جائے گا اور مقررہ مدت میں مکمل کیا جائے گا۔ ذرائع کا کہنا ہے کہ اس سلسلے میں تمام ضروری انتظامات مکمل کر لیے گئے ہیں اور عوامی شکایات کے ازالے کے لیے خصوصی کمیٹی بھی تشکیل دے دی گئی ہے۔ اجلاس میں صوبائی وزراء، سیکرٹریز اور دیگر اعلیٰ افسران نے شرکت کی اور مختلف تجاویز پر تفصیلی غور کیا گیا۔ (3, 35, 120, 199)
ad-header-bar (478, 433, 534, 445)
ad-header (455, 293, 558, 307)
column-c7 (665, 18, 775, 1854)
ad-number: 36 (426, 386, 448, 400)
ad-number: 46 (316, 975, 338, 989)
ad-body-text: اسلام آباد اور لاہور میں حکام نے عوام کی سہولت کے لیے نئے اقدامات کا اعلان کیا ہے جبکہ شہریوں نے ان فیصلوں کا خیر مقدم کیا ہے۔ متعلقہ اداروں کے مطابق منصوبے پر کام جلد شروع ہو جائے گا اور مقررہ مدت میں مکمل کیا جائے گا۔ ذرائع کا کہنا ہے کہ اس سلسلے میں تمام ضروری انتظامات مکمل کر لیے گئے ہیں اور عوامی شکایات کے ازالے کے لیے خصوصی کمیٹی بھی تشکیل دے دی گئی ہے۔ اجلاس میں صوبائی وزراء، سیکرٹریز اور دیگر اعلیٰ افسران نے شرکت کی اور مختلف تجاویز پر تفصیلی غور کیا گیا۔ اسلام آباد اور لاہور میں حکام نے عوام کی سہولت کے لیے نئے اقدامات کا اعلان کیا ہے جبکہ شہریوں نے ان فیصلوں (565, 35, 662, 271)
page-masthead: “روزنامہ اساس” 11 جولائی 2026ء (0, 0, 1000, 17)
ad-header (127, 20, 230, 34)
ad-number: 38 (426, 906, 448, 920)
classified-ad (345, 386, 448, 597)
ad-header-bar (478, 374, 534, 386)
ad-header (669, 865, 772, 879)
ad-header-bar (478, 245, 534, 257)
ad-number: 16 (750, 1605, 772, 1619)
ad-label: خبر (127, 172, 148, 186)
classified-ad (127, 272, 230, 369)
ad-header (669, 1352, 772, 1366)
ad-header (127, 586, 230, 600)
classified-ad (565, 1093, 662, 1355)
ad-header-bar (150, 768, 206, 780)
ad-label: خبر (565, 627, 586, 641)
ad-body-text: اسلام آباد اور لاہور میں حکام نے عوام کی سہولت کے لیے نئے اقدامات کا اعلان (565, 593, 662, 623)
ad-header-bar (478, 1105, 534, 1117)
classified-ad (345, 955, 448, 1042)
ad-header-bar (692, 1464, 748, 1476)
classified-ad (669, 1048, 772, 1135)
ad-header (455, 687, 558, 701)
ad-header-bar (150, 173, 206, 185)
